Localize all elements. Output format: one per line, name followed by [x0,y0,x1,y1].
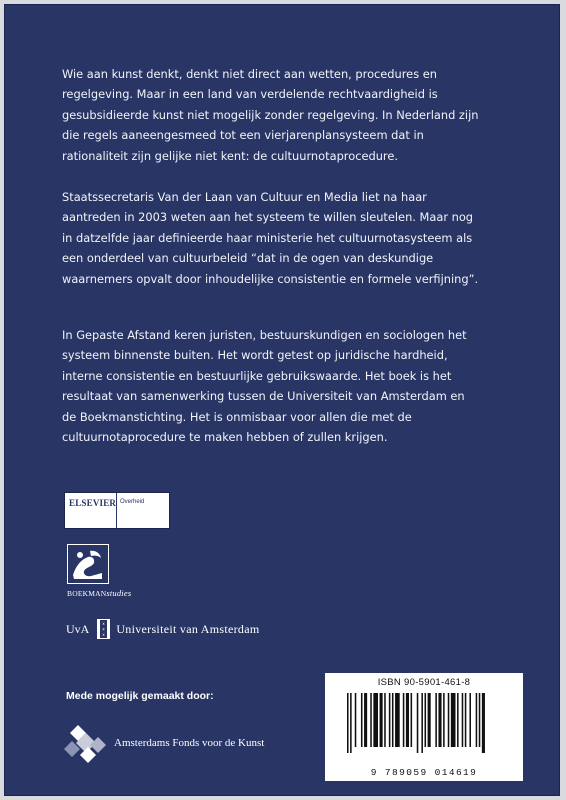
boekman-logo-icon [67,544,109,584]
isbn-barcode-box [324,672,524,782]
barcode-bar [361,693,363,747]
barcode-bar [425,693,427,747]
svg-text:x: x [102,632,106,637]
barcode-bar [465,693,467,747]
barcode-bar [373,693,378,747]
blurb-paragraph-1: Wie aan kunst denkt, denkt niet direct aan wetten, procedures en regelgeving. Maar in een land van verdelende rechtvaardigheid is gesubsidieerde kunst niet mogelijk zonder regelgeving. In Nederland zijn die regels aaneengesmeed tot een vierjarenplansysteem dat in rationaliteit zijn gelijke niet kent: de cultuurnotaprocedure. [62,67,479,163]
elsevier-overheid-logo [64,492,170,529]
barcode-bar [380,693,383,747]
barcode-bar [403,693,405,747]
barcode-bar [411,693,413,747]
barcode-bar [451,693,456,747]
uva-full-name: Universiteit van Amsterdam [116,621,260,636]
barcode-bar [482,693,485,753]
barcode-digits: 9 789059 014619 [370,767,478,778]
barcode-bar [428,693,431,747]
boekman-studies-label [67,588,131,598]
afk-diamond-logo-icon [64,723,108,763]
barcode-bar [389,693,391,747]
sponsor-label: Mede mogelijk gemaakt door: [66,690,214,702]
barcode-bar [384,693,386,747]
elsevier-sub: Overheid [120,499,145,505]
barcode-bar [435,693,437,747]
barcode-bar [462,693,464,747]
blurb-paragraph-3: In Gepaste Afstand keren juristen, bestuurskundigen en sociologen het systeem binnenste buiten. Het wordt getest op juridische hardheid, interne consistentie en bestuurlijke gebruikswaarde. Het boek is het resultaat van samenwerking tussen de Universiteit van Amsterdam en de Boekmanstichting. Het is onmisbaar voor allen die met de cultuurnotaprocedure te maken hebben of zullen krijgen. [62,328,467,445]
barcode-bar [364,693,367,747]
barcode-bar [448,693,450,747]
isbn-number: ISBN 90-5901-461-8 [377,677,471,688]
elsevier-name: ELSEVIER [65,493,117,528]
barcode-bar [457,693,459,747]
barcode-bar [392,693,394,747]
back-cover [4,4,560,796]
blurb-paragraph-2: Staatssecretaris Van der Laan van Cultuur en Media liet na haar aantreden in 2003 weten aan het systeem te willen sleutelen. Maar nog in datzelfde jaar definieerde haar ministerie het cultuurnotasysteem als een onderdeel van cultuurbeleid “dat in de ogen van deskundige waarnemers opvalt door inhoudelijke consistentie en formele verfijning”. [62,190,479,286]
svg-text:x: x [102,626,106,632]
uva-short-label: UvA [66,621,90,636]
barcode-bar [350,693,352,753]
barcode-bar [370,693,372,747]
barcode-bar [417,693,419,753]
boekman-suffix: studies [106,588,132,598]
barcode-bar [476,693,478,747]
barcode-bar [355,693,357,747]
barcode-bar [347,693,349,753]
barcode-bar [421,693,423,753]
afk-name: Amsterdams Fonds voor de Kunst [114,737,265,749]
barcode-bar [443,693,445,747]
boekman-prefix: BOEKMAN [67,589,107,598]
barcode-graphic [343,693,509,761]
barcode-bar [479,693,481,747]
uva-shield-icon [97,619,110,639]
barcode-bar [438,693,441,747]
barcode-bar [395,693,400,747]
svg-text:x: x [102,621,106,626]
barcode-bar [406,693,409,747]
uva-logo [66,618,259,640]
barcode-bar [469,693,471,747]
